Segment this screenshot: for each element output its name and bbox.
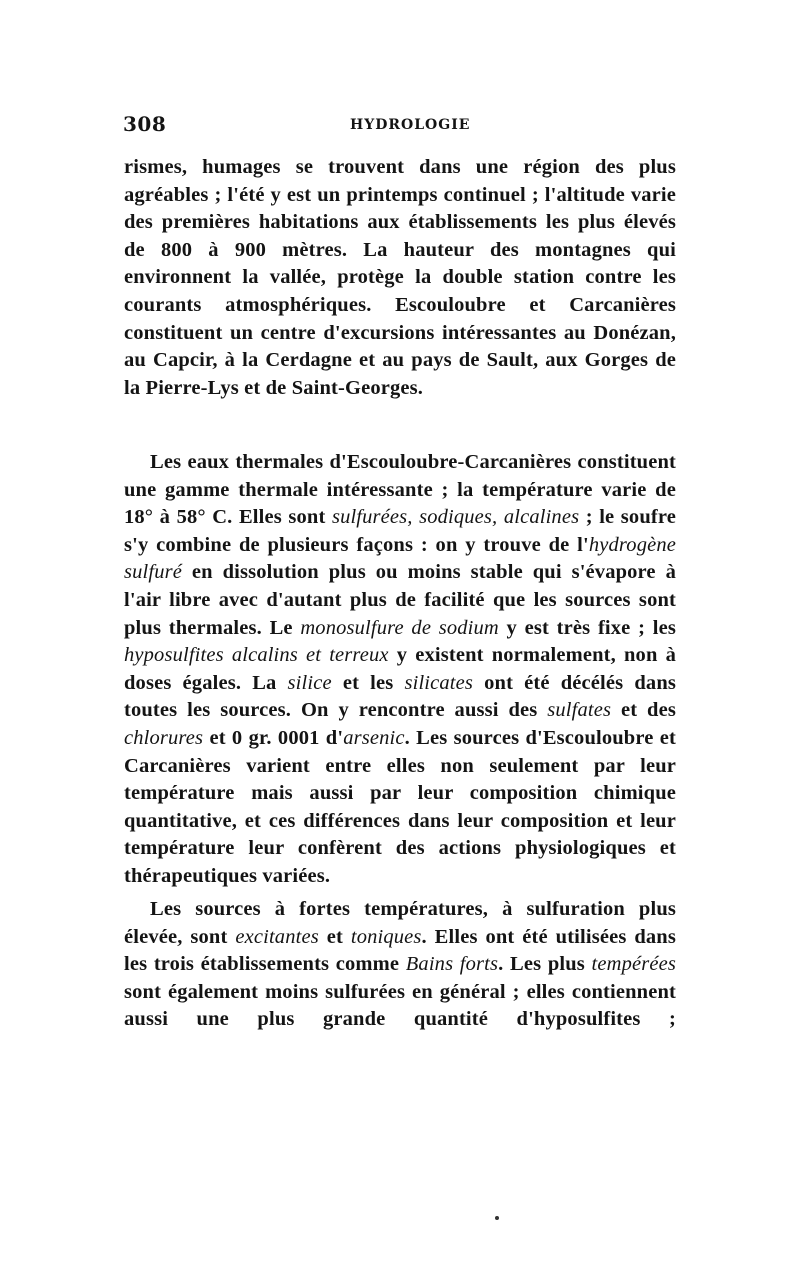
- paragraph-continuation: [124, 154, 676, 402]
- italic-term: toniques: [350, 925, 422, 948]
- text-run: sont également moins sulfurées en général ; elles contiennent aussi une plus grande quantité d'hyposulfites ;: [124, 980, 676, 1031]
- text-run: y existent normalement, non à doses égales. La: [124, 644, 676, 694]
- italic-term: silice: [287, 671, 332, 694]
- text-run: ont été décélés dans toutes les sources. On y rencontre aussi des: [124, 671, 676, 722]
- text-run: rismes, humages se trouvent dans une région des plus agréables ; l'été y est un printemps continuel ; l'altitude varie des premières habitations aux établissements les plus élevés de 800 à 900 mètres. La hauteur des montagnes qui environnent la vallée, protège la double station contre les courants atmosphériques. Escouloubre et Carcanières constituent un centre d'excursions intéressantes au Donézan, au Capcir, à la Cerdagne et au pays de Sault, aux Gorges de la Pierre-Lys et de Saint-Georges.: [124, 156, 676, 399]
- text-run: en dissolution plus ou moins stable qui s'évapore à l'air libre avec d'autant plus de facilité que les sources sont plus thermales. Le: [124, 561, 676, 639]
- italic-term: chlorures: [124, 726, 204, 749]
- italic-term: hydrogène sulfuré: [124, 533, 676, 584]
- paragraph-2: [124, 449, 676, 891]
- page-number: 308: [123, 112, 167, 136]
- text-run: Les sources à fortes températures, à sulfuration plus élevée, sont: [124, 898, 676, 948]
- italic-term: silicates: [404, 671, 474, 694]
- text-run: y est très fixe ; les: [498, 616, 676, 639]
- italic-term: Bains forts: [405, 953, 499, 976]
- text-run: ; le soufre s'y combine de plusieurs façons : on y trouve de l': [124, 506, 676, 556]
- text-run: et 0 gr. 0001 d': [203, 726, 344, 749]
- italic-term: hyposulfites alcalins et terreux: [124, 644, 389, 667]
- text-run: Les eaux thermales d'Escouloubre-Carcanières constituent une gamme thermale intéressante ; la température varie de 18° à 58° C. Elles sont: [124, 451, 676, 529]
- italic-term: tempérées: [591, 953, 676, 976]
- italic-term: monosulfure de sodium: [300, 616, 499, 639]
- page-header: [123, 112, 683, 142]
- italic-term: sulfates: [547, 699, 612, 722]
- paragraph-3: [124, 896, 676, 1034]
- text-run: . Elles ont été utilisées dans les trois établissements comme: [124, 925, 676, 976]
- italic-term: arsenic: [343, 726, 405, 749]
- italic-term: excitantes: [235, 925, 319, 948]
- text-run: et les: [331, 671, 405, 694]
- text-run: . Les plus: [498, 953, 592, 976]
- paragraph-hot-sources: [124, 896, 676, 1034]
- text-run: et des: [611, 699, 676, 722]
- text-run: . Les sources d'Escouloubre et Carcanières varient entre elles non seulement par leur température mais aussi par leur composition chimique quantitative, et ces différences dans leur composition et leur température leur confèrent des actions physiologiques et thérapeutiques variées.: [124, 726, 676, 887]
- italic-term: sulfurées, sodiques, alcalines: [331, 506, 580, 529]
- paragraph-1: [124, 154, 676, 402]
- text-run: et: [318, 925, 351, 948]
- paragraph-thermal-waters: [124, 449, 676, 891]
- running-title: HYDROLOGIE: [350, 117, 471, 133]
- ink-speck: [495, 1216, 499, 1220]
